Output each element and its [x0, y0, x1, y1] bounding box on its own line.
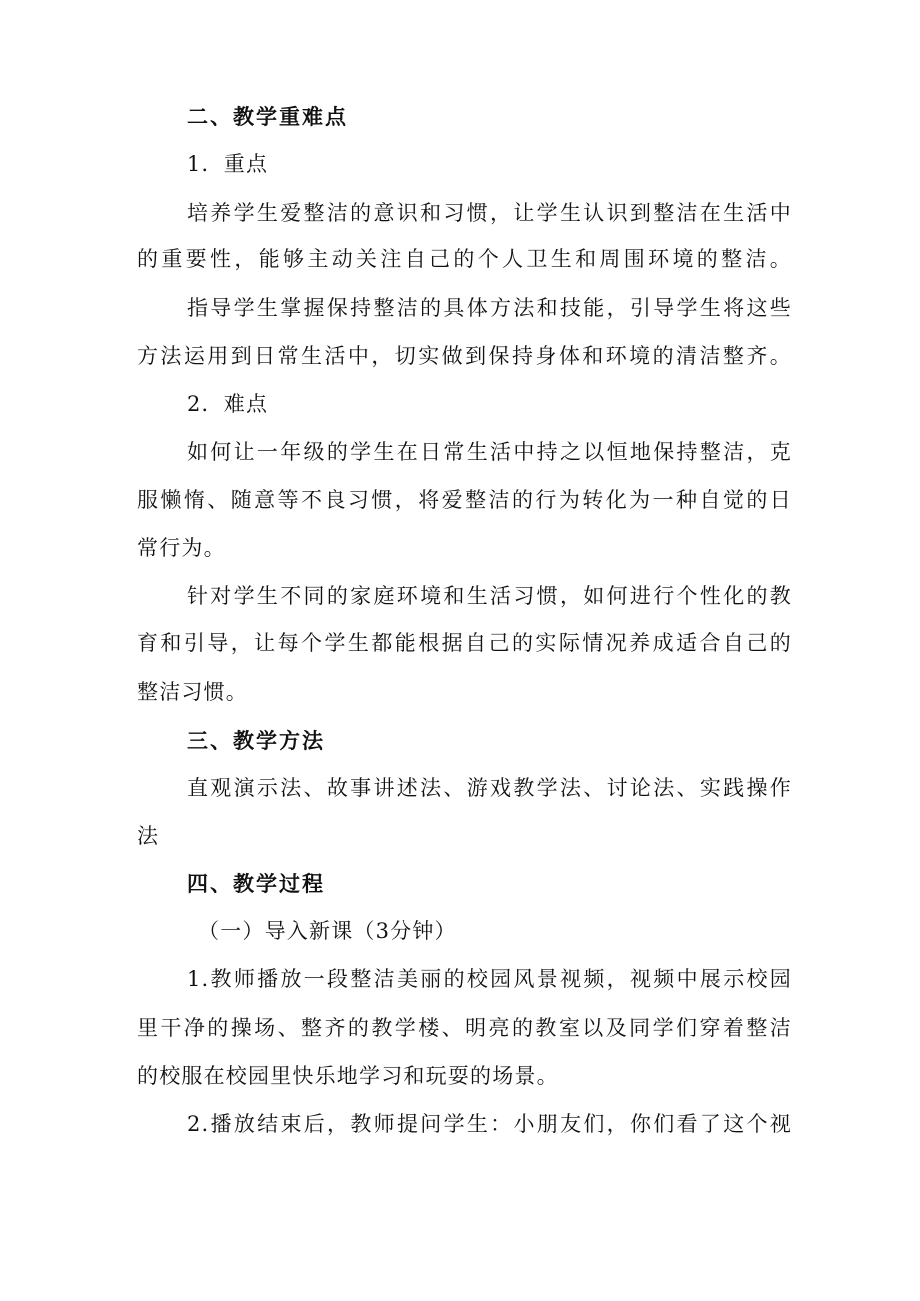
- section-heading-teaching-methods: 三、教学方法: [187, 728, 325, 753]
- paragraph-line: 指导学生掌握保持整洁的具体方法和技能，引导学生将这些: [187, 296, 792, 320]
- paragraph-line: 里干净的操场、整齐的教学楼、明亮的教室以及同学们穿着整洁: [137, 1016, 792, 1040]
- paragraph-line: 方法运用到日常生活中，切实做到保持身体和环境的清洁整齐。: [137, 344, 792, 368]
- paragraph-line: 的校服在校园里快乐地学习和玩耍的场景。: [137, 1064, 559, 1088]
- paragraph-line: 的重要性，能够主动关注自己的个人卫生和周围环境的整洁。: [137, 247, 792, 271]
- paragraph-line: 服懒惰、随意等不良习惯，将爱整洁的行为转化为一种自觉的日: [137, 488, 792, 512]
- subheading-key-points: 1．重点: [187, 152, 269, 176]
- paragraph-line: 常行为。: [137, 536, 226, 560]
- section-heading-teaching-process: 四、教学过程: [187, 871, 325, 896]
- subheading-introduction: （一）导入新课（3分钟）: [198, 919, 457, 943]
- paragraph-line: 1.教师播放一段整洁美丽的校园风景视频，视频中展示校园: [187, 967, 792, 991]
- paragraph-line: 培养学生爱整洁的意识和习惯，让学生认识到整洁在生活中: [187, 201, 792, 225]
- subheading-difficult-points: 2．难点: [187, 392, 269, 416]
- paragraph-line: 如何让一年级的学生在日常生活中持之以恒地保持整洁，克: [187, 440, 792, 464]
- paragraph-line: 育和引导，让每个学生都能根据自己的实际情况养成适合自己的: [137, 631, 792, 655]
- paragraph-line: 2.播放结束后，教师提问学生：小朋友们，你们看了这个视: [187, 1112, 792, 1136]
- section-heading-key-difficult-points: 二、教学重难点: [187, 104, 348, 129]
- paragraph-line: 直观演示法、故事讲述法、游戏教学法、讨论法、实践操作: [187, 776, 792, 800]
- paragraph-line: 法: [137, 824, 160, 848]
- paragraph-line: 针对学生不同的家庭环境和生活习惯，如何进行个性化的教: [187, 584, 792, 608]
- paragraph-line: 整洁习惯。: [137, 680, 248, 704]
